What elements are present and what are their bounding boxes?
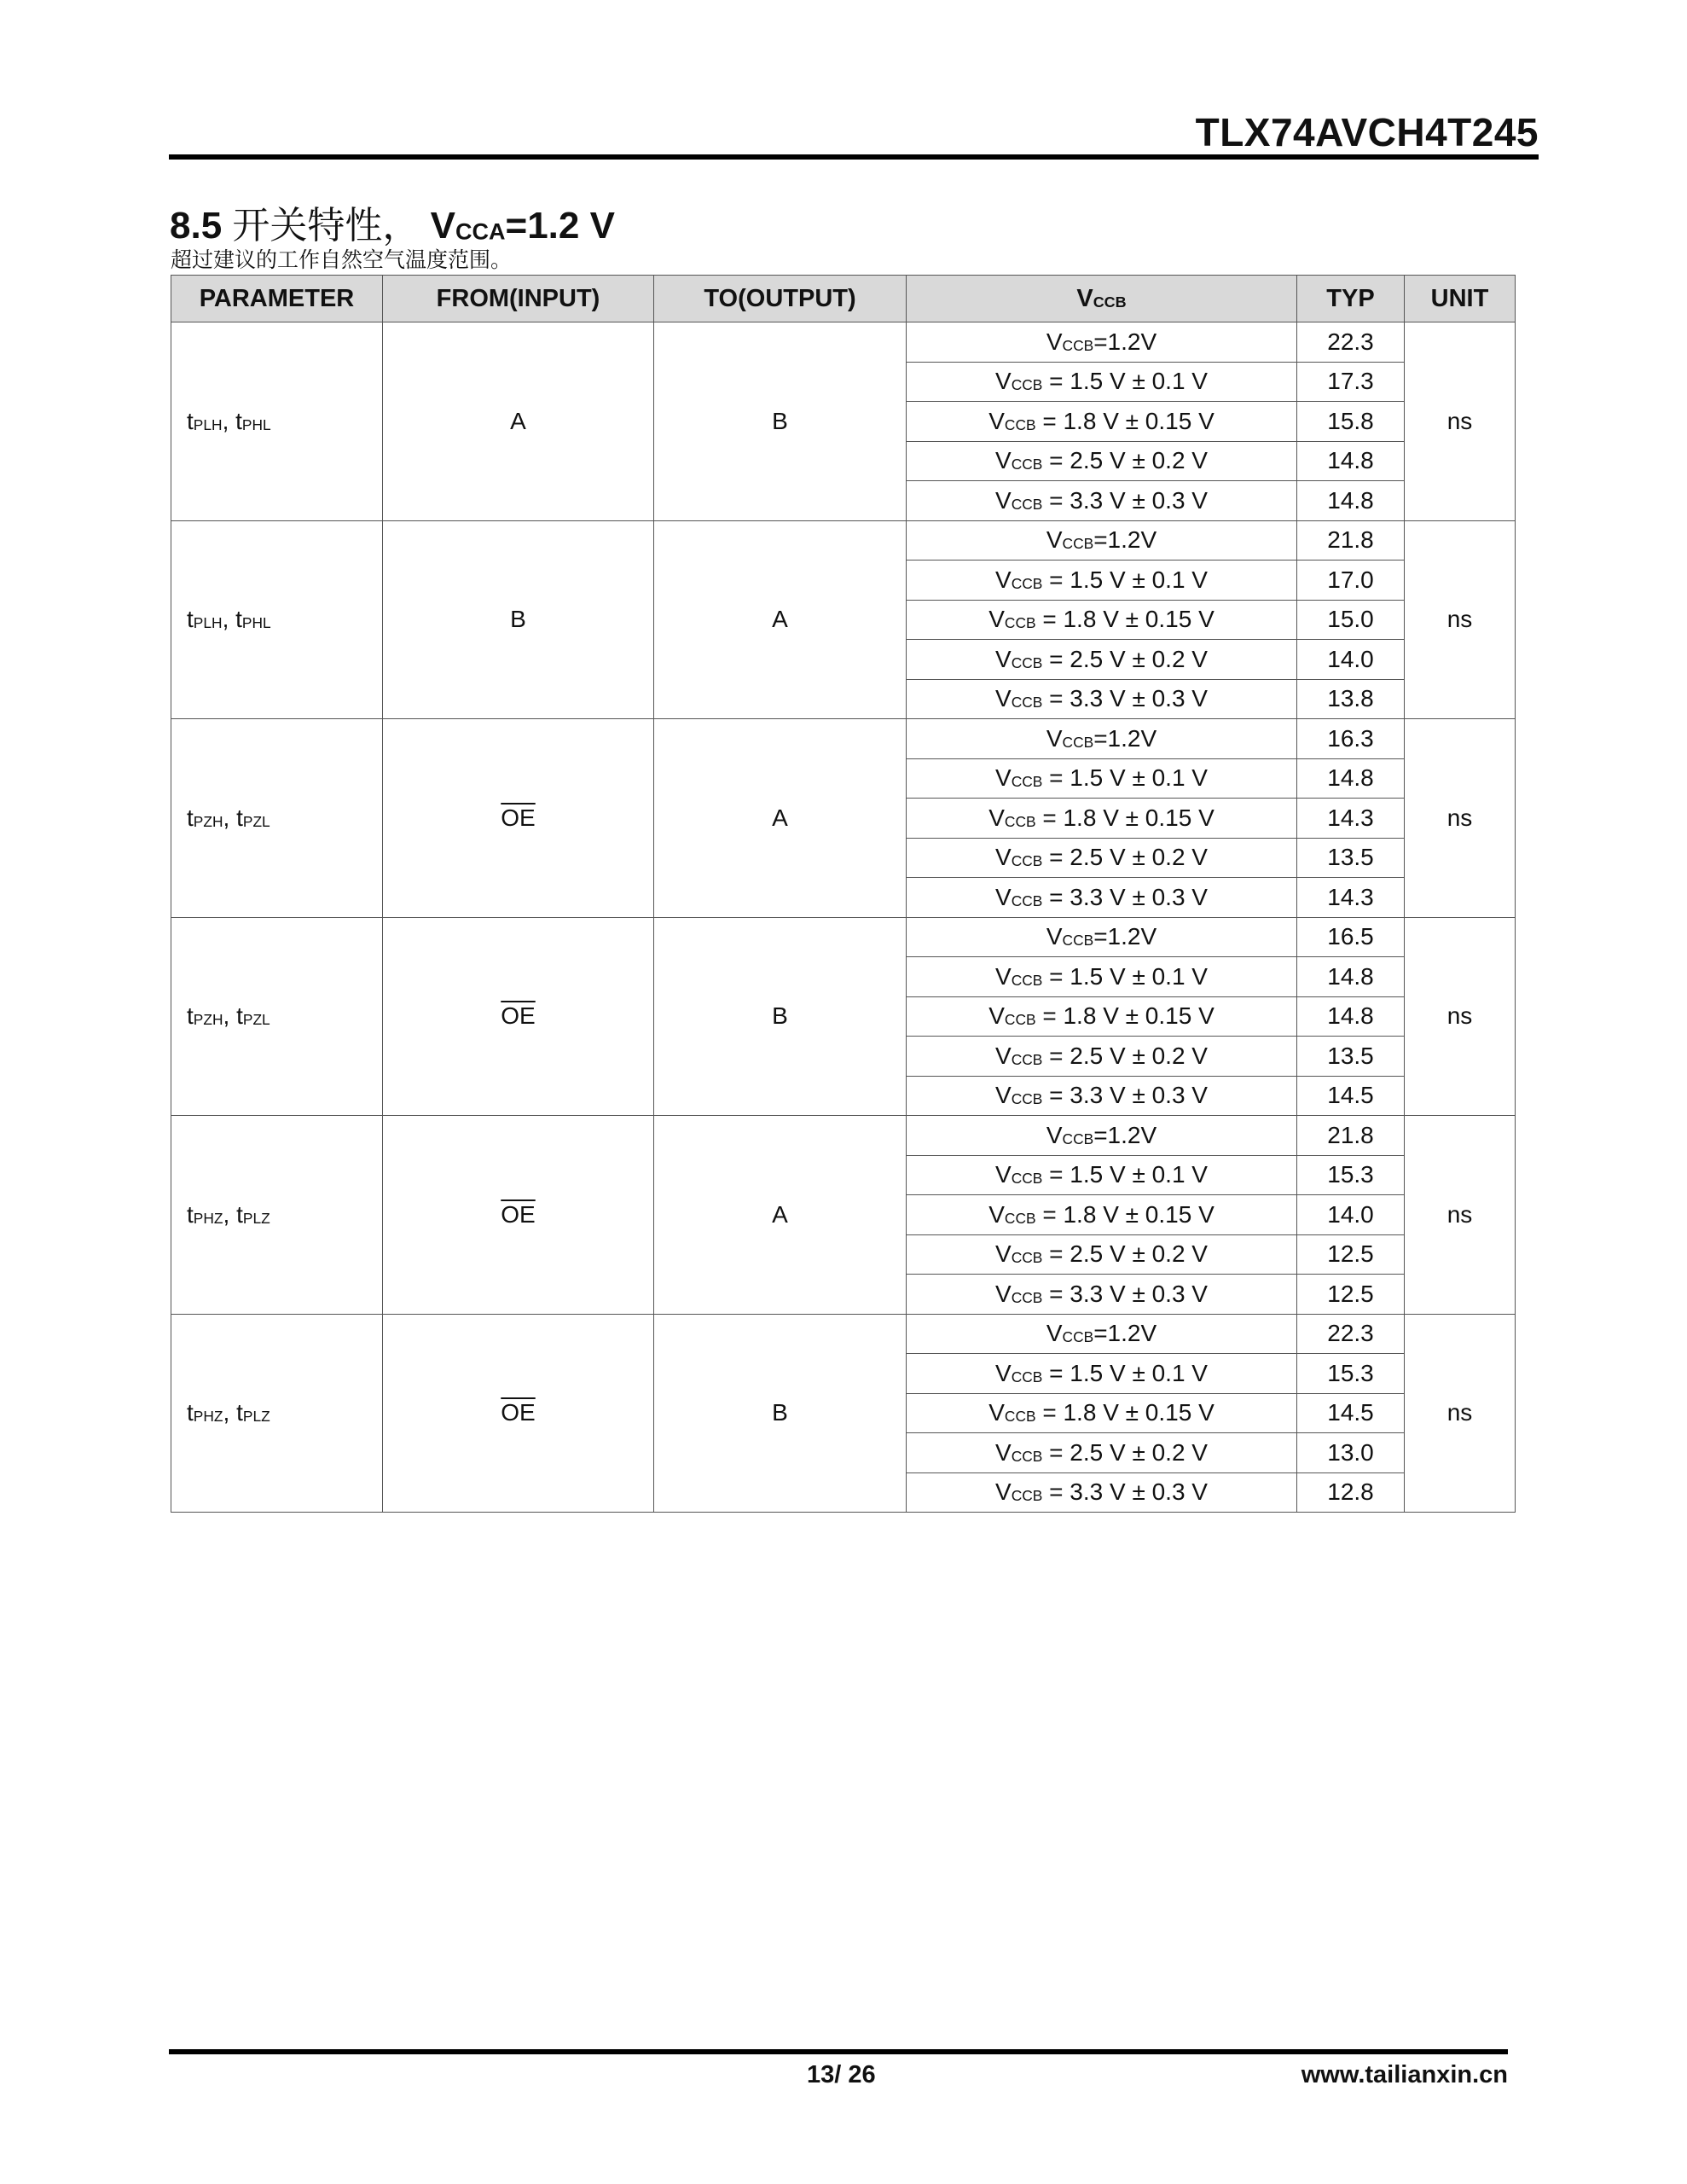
parameter-symbol: t — [187, 1200, 194, 1228]
vccb-symbol: V — [988, 1399, 1005, 1426]
vccb-condition: =1.2V — [1093, 328, 1157, 355]
vccb-condition-cell — [907, 838, 1297, 878]
parameter-cell — [171, 917, 383, 1116]
typ-value-cell: 14.3 — [1297, 878, 1405, 918]
to-output-cell: A — [654, 1116, 907, 1315]
footer-rule — [169, 2049, 1508, 2054]
parameter-symbol: , t — [223, 1002, 243, 1030]
vccb-symbol: V — [988, 407, 1005, 434]
vccb-symbol: V — [1046, 923, 1063, 950]
vccb-condition-cell — [907, 1275, 1297, 1315]
parameter-symbol: , t — [223, 1399, 243, 1426]
vccb-condition-cell — [907, 917, 1297, 957]
header-unit: UNIT — [1405, 276, 1516, 322]
vccb-condition: = 3.3 V ± 0.3 V — [1042, 1082, 1208, 1109]
vccb-symbol: V — [995, 566, 1012, 593]
vccb-condition-cell — [907, 481, 1297, 521]
header-vccb — [907, 276, 1297, 322]
parameter-cell — [171, 719, 383, 918]
vccb-condition-cell — [907, 1472, 1297, 1513]
vccb-subscript: CCB — [1011, 376, 1043, 394]
vccb-subscript: CCB — [1011, 1170, 1043, 1188]
vccb-symbol: V — [1046, 1320, 1063, 1347]
typ-value-cell: 13.5 — [1297, 1037, 1405, 1077]
from-input-cell — [383, 719, 654, 918]
vccb-condition: = 2.5 V ± 0.2 V — [1042, 1240, 1208, 1268]
table-header-row — [171, 276, 1516, 322]
typ-value-cell: 14.0 — [1297, 640, 1405, 680]
vccb-condition: =1.2V — [1093, 724, 1157, 752]
vccb-condition-cell — [907, 441, 1297, 481]
vccb-condition-cell — [907, 1314, 1297, 1354]
vccb-condition-cell — [907, 1433, 1297, 1473]
vccb-condition: =1.2V — [1093, 526, 1157, 554]
parameter-symbol: , t — [223, 1200, 243, 1228]
parameter-subscript: PLZ — [242, 1209, 270, 1227]
parameter-subscript: PZH — [193, 812, 223, 830]
vccb-condition-cell — [907, 1116, 1297, 1156]
vccb-symbol: V — [995, 685, 1012, 712]
unit-cell: ns — [1405, 917, 1516, 1116]
parameter-subscript: PZL — [242, 1011, 270, 1029]
vccb-subscript: CCB — [1004, 1209, 1036, 1227]
vccb-symbol: V — [995, 764, 1012, 792]
from-input-value: B — [510, 606, 526, 633]
typ-value-cell: 12.8 — [1297, 1472, 1405, 1513]
from-input-value: $\overline{OE}$ — [501, 1002, 536, 1030]
vccb-symbol: V — [995, 368, 1012, 395]
vccb-subscript: CCB — [1011, 574, 1043, 592]
typ-value-cell: 14.8 — [1297, 441, 1405, 481]
typ-value-cell: 15.3 — [1297, 1354, 1405, 1394]
parameter-cell — [171, 520, 383, 719]
vccb-condition: = 3.3 V ± 0.3 V — [1042, 486, 1208, 514]
vccb-condition: = 1.8 V ± 0.15 V — [1035, 1399, 1215, 1426]
parameter-symbol: , t — [222, 606, 242, 633]
typ-value-cell: 12.5 — [1297, 1234, 1405, 1275]
vccb-symbol: V — [995, 645, 1012, 672]
table-row — [171, 719, 1516, 759]
vccb-condition: = 2.5 V ± 0.2 V — [1042, 645, 1208, 672]
vccb-subscript: CCB — [1004, 1408, 1036, 1426]
vccb-symbol: V — [988, 1002, 1005, 1030]
vccb-condition-cell — [907, 600, 1297, 640]
vccb-symbol: V — [1046, 724, 1063, 752]
vccb-subscript: CCB — [1011, 1368, 1043, 1385]
vccb-condition: = 1.5 V ± 0.1 V — [1042, 1161, 1208, 1188]
vccb-condition-cell — [907, 996, 1297, 1037]
to-output-cell: B — [654, 1314, 907, 1513]
parameter-subscript: PHL — [241, 415, 271, 433]
vccb-symbol: V — [1046, 328, 1063, 355]
vccb-subscript: CCB — [1004, 614, 1036, 632]
vccb-subscript: CCB — [1011, 1090, 1043, 1108]
from-input-value: $\overline{OE}$ — [501, 1200, 536, 1228]
typ-value-cell: 12.5 — [1297, 1275, 1405, 1315]
vccb-condition: = 3.3 V ± 0.3 V — [1042, 1478, 1208, 1506]
typ-value-cell: 22.3 — [1297, 322, 1405, 363]
vccb-condition-cell — [907, 1076, 1297, 1116]
header-rule — [169, 154, 1539, 160]
vccb-subscript: CCB — [1011, 1050, 1043, 1068]
typ-value-cell: 14.0 — [1297, 1195, 1405, 1235]
typ-value-cell: 21.8 — [1297, 1116, 1405, 1156]
vccb-subscript: CCB — [1062, 1130, 1094, 1147]
vccb-subscript: CCB — [1062, 733, 1094, 751]
typ-value-cell: 14.5 — [1297, 1393, 1405, 1433]
from-input-cell — [383, 520, 654, 719]
vccb-subscript: CCB — [1062, 932, 1094, 950]
vccb-condition-cell — [907, 1195, 1297, 1235]
typ-value-cell: 14.3 — [1297, 799, 1405, 839]
typ-value-cell: 14.5 — [1297, 1076, 1405, 1116]
table-body — [171, 322, 1516, 1513]
vccb-condition: = 1.5 V ± 0.1 V — [1042, 962, 1208, 990]
vccb-condition: =1.2V — [1093, 1121, 1157, 1148]
from-input-cell — [383, 917, 654, 1116]
typ-value-cell: 14.8 — [1297, 996, 1405, 1037]
vccb-subscript: CCB — [1011, 653, 1043, 671]
parameter-symbol: t — [187, 606, 194, 633]
vccb-condition-cell — [907, 957, 1297, 997]
vccb-condition-cell — [907, 402, 1297, 442]
vccb-condition-cell — [907, 1234, 1297, 1275]
vccb-symbol: V — [988, 804, 1005, 831]
header-vccb-sub: CCB — [1093, 293, 1127, 311]
vccb-subscript: CCB — [1011, 1447, 1043, 1465]
typ-value-cell: 13.0 — [1297, 1433, 1405, 1473]
vccb-condition-cell — [907, 679, 1297, 719]
header-vccb-v: V — [1076, 284, 1093, 312]
vccb-condition: = 1.8 V ± 0.15 V — [1035, 606, 1215, 633]
switching-characteristics-table — [171, 275, 1516, 1513]
typ-value-cell: 21.8 — [1297, 520, 1405, 561]
vccb-symbol: V — [988, 1200, 1005, 1228]
page-number: 13/ 26 — [807, 2061, 876, 2088]
table-row — [171, 1116, 1516, 1156]
section-note: 超过建议的工作自然空气温度范围。 — [171, 248, 513, 272]
parameter-symbol: , t — [223, 804, 243, 831]
parameter-cell — [171, 1116, 383, 1315]
vccb-condition: = 1.5 V ± 0.1 V — [1042, 566, 1208, 593]
from-input-cell — [383, 322, 654, 521]
vccb-subscript: CCB — [1062, 535, 1094, 553]
vccb-subscript: CCB — [1011, 892, 1043, 909]
section-title — [170, 195, 615, 249]
vccb-condition: = 1.5 V ± 0.1 V — [1042, 1359, 1208, 1386]
header-from: FROM(INPUT) — [383, 276, 654, 322]
vccb-condition: = 2.5 V ± 0.2 V — [1042, 844, 1208, 871]
typ-value-cell: 15.3 — [1297, 1155, 1405, 1195]
website-link[interactable]: www.tailianxin.cn — [1301, 2061, 1508, 2088]
parameter-symbol: , t — [222, 407, 242, 434]
vccb-condition-cell — [907, 719, 1297, 759]
vccb-subscript: CCB — [1011, 694, 1043, 712]
parameter-subscript: PZL — [242, 812, 270, 830]
section-v-value: =1.2 V — [505, 205, 615, 247]
vccb-subscript: CCB — [1062, 1328, 1094, 1346]
from-input-cell — [383, 1116, 654, 1315]
typ-value-cell: 14.8 — [1297, 957, 1405, 997]
vccb-symbol: V — [1046, 526, 1063, 554]
vccb-condition: = 2.5 V ± 0.2 V — [1042, 447, 1208, 474]
vccb-condition: = 1.8 V ± 0.15 V — [1035, 1200, 1215, 1228]
vccb-condition: = 1.5 V ± 0.1 V — [1042, 764, 1208, 792]
vccb-condition-cell — [907, 758, 1297, 799]
typ-value-cell: 13.8 — [1297, 679, 1405, 719]
vccb-condition-cell — [907, 322, 1297, 363]
typ-value-cell: 17.0 — [1297, 561, 1405, 601]
unit-cell: ns — [1405, 719, 1516, 918]
vccb-condition-cell — [907, 878, 1297, 918]
unit-cell: ns — [1405, 322, 1516, 521]
vccb-condition-cell — [907, 1354, 1297, 1394]
vccb-symbol: V — [995, 1240, 1012, 1268]
vccb-symbol: V — [995, 1042, 1012, 1069]
to-output-cell: A — [654, 719, 907, 918]
vccb-symbol: V — [995, 1438, 1012, 1466]
parameter-symbol: t — [187, 1399, 194, 1426]
from-input-value: $\overline{OE}$ — [501, 1399, 536, 1426]
vccb-subscript: CCB — [1011, 495, 1043, 513]
vccb-condition-cell — [907, 561, 1297, 601]
parameter-cell — [171, 1314, 383, 1513]
vccb-subscript: CCB — [1011, 773, 1043, 791]
vccb-symbol: V — [1046, 1121, 1063, 1148]
vccb-condition-cell — [907, 640, 1297, 680]
vccb-subscript: CCB — [1011, 1288, 1043, 1306]
unit-cell: ns — [1405, 1314, 1516, 1513]
vccb-symbol: V — [995, 1280, 1012, 1307]
to-output-cell: B — [654, 322, 907, 521]
section-v-symbol: V — [430, 205, 455, 247]
parameter-subscript: PHZ — [193, 1408, 223, 1426]
vccb-symbol: V — [995, 1082, 1012, 1109]
typ-value-cell: 16.5 — [1297, 917, 1405, 957]
vccb-symbol: V — [995, 1359, 1012, 1386]
table-row — [171, 322, 1516, 363]
vccb-symbol: V — [995, 1478, 1012, 1506]
to-output-cell: B — [654, 917, 907, 1116]
table-row — [171, 917, 1516, 957]
from-input-cell — [383, 1314, 654, 1513]
vccb-condition-cell — [907, 1037, 1297, 1077]
vccb-condition-cell — [907, 799, 1297, 839]
vccb-symbol: V — [995, 962, 1012, 990]
header-parameter: PARAMETER — [171, 276, 383, 322]
section-number: 8.5 — [170, 205, 223, 247]
header-to: TO(OUTPUT) — [654, 276, 907, 322]
table-row — [171, 520, 1516, 561]
vccb-condition: = 1.8 V ± 0.15 V — [1035, 804, 1215, 831]
vccb-symbol: V — [995, 883, 1012, 910]
typ-value-cell: 13.5 — [1297, 838, 1405, 878]
vccb-subscript: CCB — [1011, 971, 1043, 989]
vccb-subscript: CCB — [1011, 1249, 1043, 1267]
from-input-value: A — [510, 407, 526, 434]
vccb-condition: = 1.8 V ± 0.15 V — [1035, 1002, 1215, 1030]
unit-cell: ns — [1405, 520, 1516, 719]
parameter-subscript: PHZ — [193, 1209, 223, 1227]
parameter-subscript: PLH — [193, 614, 223, 632]
vccb-condition: = 1.5 V ± 0.1 V — [1042, 368, 1208, 395]
vccb-condition: =1.2V — [1093, 923, 1157, 950]
parameter-symbol: t — [187, 407, 194, 434]
vccb-condition-cell — [907, 362, 1297, 402]
vccb-subscript: CCB — [1011, 1487, 1043, 1505]
vccb-condition-cell — [907, 1155, 1297, 1195]
vccb-subscript: CCB — [1004, 812, 1036, 830]
vccb-subscript: CCB — [1011, 456, 1043, 473]
parameter-subscript: PZH — [193, 1011, 223, 1029]
parameter-symbol: t — [187, 1002, 194, 1030]
unit-cell: ns — [1405, 1116, 1516, 1315]
section-title-cn: 开关特性， — [232, 205, 420, 247]
vccb-condition: = 2.5 V ± 0.2 V — [1042, 1042, 1208, 1069]
parameter-cell — [171, 322, 383, 521]
parameter-subscript: PLH — [193, 415, 223, 433]
vccb-condition-cell — [907, 520, 1297, 561]
vccb-symbol: V — [995, 1161, 1012, 1188]
parameter-symbol: t — [187, 804, 194, 831]
vccb-subscript: CCB — [1004, 1011, 1036, 1029]
vccb-symbol: V — [995, 447, 1012, 474]
typ-value-cell: 15.0 — [1297, 600, 1405, 640]
typ-value-cell: 15.8 — [1297, 402, 1405, 442]
vccb-subscript: CCB — [1004, 415, 1036, 433]
typ-value-cell: 17.3 — [1297, 362, 1405, 402]
vccb-condition: = 3.3 V ± 0.3 V — [1042, 1280, 1208, 1307]
vccb-condition: = 3.3 V ± 0.3 V — [1042, 685, 1208, 712]
to-output-cell: A — [654, 520, 907, 719]
typ-value-cell: 14.8 — [1297, 481, 1405, 521]
from-input-value: $\overline{OE}$ — [501, 804, 536, 831]
typ-value-cell: 16.3 — [1297, 719, 1405, 759]
vccb-condition-cell — [907, 1393, 1297, 1433]
vccb-symbol: V — [988, 606, 1005, 633]
typ-value-cell: 22.3 — [1297, 1314, 1405, 1354]
header-typ: TYP — [1297, 276, 1405, 322]
vccb-condition: = 2.5 V ± 0.2 V — [1042, 1438, 1208, 1466]
vccb-subscript: CCB — [1011, 852, 1043, 870]
vccb-subscript: CCB — [1062, 336, 1094, 354]
vccb-symbol: V — [995, 486, 1012, 514]
typ-value-cell: 14.8 — [1297, 758, 1405, 799]
section-v-sub: CCA — [455, 218, 506, 245]
parameter-subscript: PLZ — [242, 1408, 270, 1426]
vccb-condition: =1.2V — [1093, 1320, 1157, 1347]
vccb-condition: = 1.8 V ± 0.15 V — [1035, 407, 1215, 434]
parameter-subscript: PHL — [241, 614, 271, 632]
table-row — [171, 1314, 1516, 1354]
part-number-title: TLX74AVCH4T245 — [1195, 110, 1539, 154]
vccb-condition: = 3.3 V ± 0.3 V — [1042, 883, 1208, 910]
vccb-symbol: V — [995, 844, 1012, 871]
